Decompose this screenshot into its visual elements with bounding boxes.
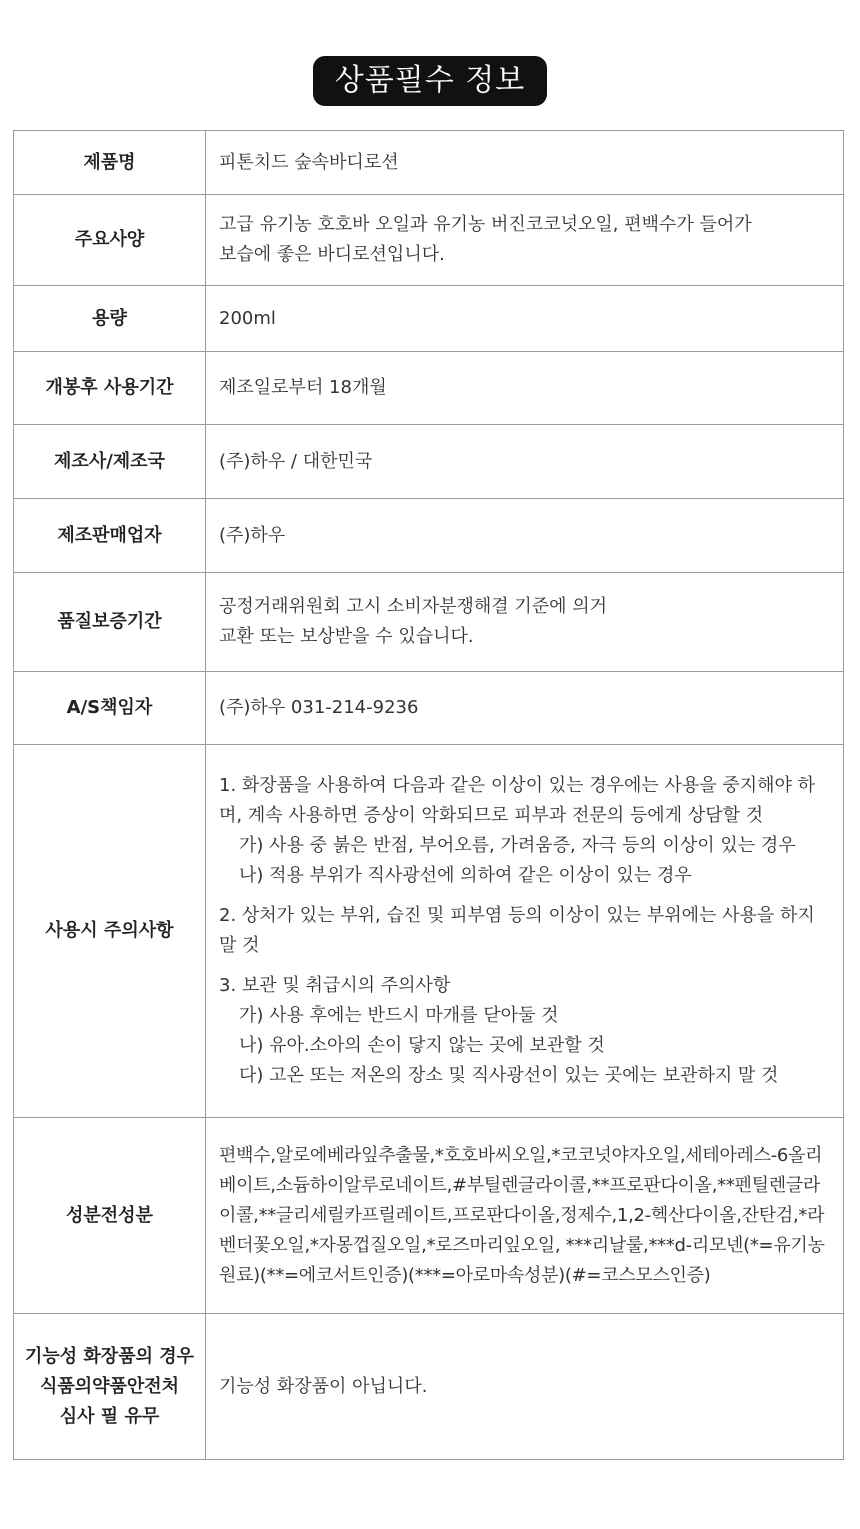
value-line: 보습에 좋은 바디로션입니다. bbox=[219, 244, 445, 265]
caution-item: 다) 고온 또는 저온의 장소 및 직사광선이 있는 곳에는 보관하지 말 것 bbox=[239, 1065, 779, 1086]
row-value bbox=[206, 131, 844, 195]
table-row bbox=[14, 1314, 844, 1460]
table-row bbox=[14, 745, 844, 1118]
row-value bbox=[206, 573, 844, 672]
row-value bbox=[206, 195, 844, 286]
value-line: 공정거래위원회 고시 소비자분쟁해결 기준에 의거 bbox=[219, 596, 608, 617]
label-line: 심사 필 유무 bbox=[59, 1405, 160, 1427]
row-value bbox=[206, 745, 844, 1118]
table-row bbox=[14, 352, 844, 425]
row-label: 품질보증기간 bbox=[14, 573, 206, 672]
value-line: (주)하우 / 대한민국 bbox=[219, 450, 373, 472]
caution-item: 나) 유아.소아의 손이 닿지 않는 곳에 보관할 것 bbox=[239, 1035, 605, 1056]
label-line: 기능성 화장품의 경우 bbox=[24, 1345, 195, 1367]
row-value bbox=[206, 286, 844, 352]
row-label: A/S책임자 bbox=[14, 672, 206, 745]
caution-item: 가) 사용 중 붉은 반점, 부어오름, 가려움증, 자극 등의 이상이 있는 경우 bbox=[239, 835, 796, 856]
product-info-table bbox=[13, 130, 844, 1460]
row-value bbox=[206, 1314, 844, 1460]
row-label: 제품명 bbox=[14, 131, 206, 195]
table-row bbox=[14, 573, 844, 672]
value-line: 고급 유기농 호호바 오일과 유기농 버진코코넛오일, 편백수가 들어가 bbox=[219, 214, 752, 235]
ingredients-text: 편백수,알로에베라잎추출물,*호호바씨오일,*코코넛야자오일,세테아레스-6올리베이트,소듐하이알루로네이트,#부틸렌글라이콜,**프로판다이올,**펜틸렌글라이콜,**글리세릴카프릴레이트,프로판다이올,정제수,1,2-헥산다이올,잔탄검,*라벤더꽃오일,*자몽껍질오일,*로즈마리잎오일, ***리날룰,***d-리모넨(*=유기농원료)(**=에코서트인증)(***=아로마속성분)(#=코스모스인증) bbox=[206, 1118, 844, 1314]
table-row bbox=[14, 195, 844, 286]
row-label: 성분전성분 bbox=[14, 1118, 206, 1314]
value-line: (주)하우 bbox=[219, 524, 286, 546]
value-line: 제조일로부터 18개월 bbox=[219, 377, 387, 398]
table-row bbox=[14, 131, 844, 195]
value-line: 교환 또는 보상받을 수 있습니다. bbox=[219, 626, 474, 647]
row-value bbox=[206, 425, 844, 499]
label-line: 식품의약품안전처 bbox=[39, 1375, 180, 1397]
caution-heading: 3. 보관 및 취급시의 주의사항 bbox=[219, 975, 451, 996]
caution-item: 가) 사용 후에는 반드시 마개를 닫아둘 것 bbox=[239, 1005, 559, 1026]
table-row bbox=[14, 672, 844, 745]
row-value bbox=[206, 672, 844, 745]
caution-heading: 2. 상처가 있는 부위, 습진 및 피부염 등의 이상이 있는 부위에는 사용을 하지 말 것 bbox=[219, 905, 815, 956]
table-row bbox=[14, 286, 844, 352]
caution-item: 나) 적용 부위가 직사광선에 의하여 같은 이상이 있는 경우 bbox=[239, 865, 692, 886]
row-label: 제조사/제조국 bbox=[14, 425, 206, 499]
row-label: 주요사양 bbox=[14, 195, 206, 286]
table-row bbox=[14, 425, 844, 499]
title-area bbox=[0, 56, 860, 106]
row-label bbox=[14, 1314, 206, 1460]
table-row bbox=[14, 499, 844, 573]
value-line: 피톤치드 숲속바디로션 bbox=[219, 151, 399, 173]
page-title: 상품필수 정보 bbox=[313, 56, 547, 106]
value-line: (주)하우 031-214-9236 bbox=[219, 697, 419, 718]
row-label: 개봉후 사용기간 bbox=[14, 352, 206, 425]
row-label: 제조판매업자 bbox=[14, 499, 206, 573]
row-value bbox=[206, 352, 844, 425]
caution-heading: 1. 화장품을 사용하여 다음과 같은 이상이 있는 경우에는 사용을 중지해야 하며, 계속 사용하면 증상이 악화되므로 피부과 전문의 등에게 상담할 것 bbox=[219, 775, 816, 826]
value-line: 200ml bbox=[219, 307, 276, 329]
row-value bbox=[206, 499, 844, 573]
table-row bbox=[14, 1118, 844, 1314]
row-label: 용량 bbox=[14, 286, 206, 352]
value-line: 기능성 화장품이 아닙니다. bbox=[219, 1375, 428, 1397]
row-label: 사용시 주의사항 bbox=[14, 745, 206, 1118]
